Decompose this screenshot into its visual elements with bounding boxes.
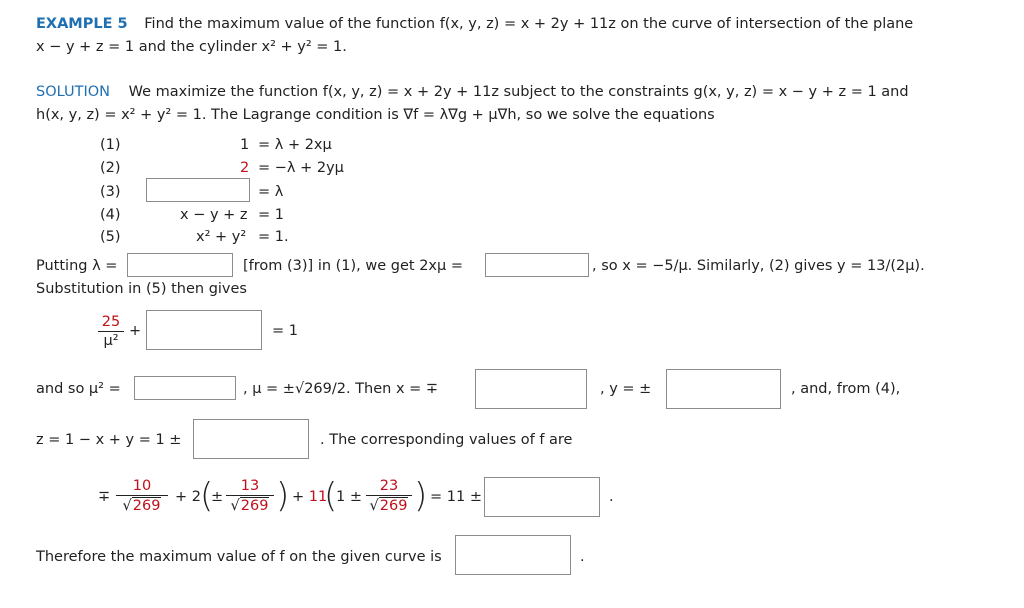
f-sign-mp: ∓ bbox=[98, 489, 111, 505]
answer-input-max[interactable] bbox=[455, 535, 571, 575]
f-fraction-2: 13 √269 bbox=[226, 478, 274, 514]
eq-lhs-4: x − y + z bbox=[180, 207, 248, 223]
answer-input-x[interactable] bbox=[475, 369, 587, 409]
f-equals: = 11 ± bbox=[430, 489, 482, 505]
f-period: . bbox=[609, 489, 614, 505]
eq-num-5: (5) bbox=[100, 229, 121, 245]
putting-suffix: , so x = −5/μ. Similarly, (2) gives y = 13/(2μ). bbox=[592, 258, 925, 274]
subst-equals: = 1 bbox=[272, 323, 298, 339]
example-heading bbox=[36, 16, 913, 32]
f-fraction-1: 10 √269 bbox=[116, 478, 168, 514]
eq-num-2: (2) bbox=[100, 160, 121, 176]
answer-input-lambda[interactable] bbox=[127, 253, 233, 277]
f-fraction-3: 23 √269 bbox=[366, 478, 412, 514]
andso-mu: , μ = ±√269/2. Then x = ∓ bbox=[243, 381, 439, 397]
eq-lhs-1: 1 bbox=[240, 137, 250, 153]
eq-num-4: (4) bbox=[100, 207, 121, 223]
z-line-suffix: . The corresponding values of f are bbox=[320, 432, 573, 448]
f-frac3-numerator: 23 bbox=[379, 478, 399, 494]
eq-num-1: (1) bbox=[100, 137, 121, 153]
eq-rhs-5: = 1. bbox=[258, 229, 289, 245]
eq-rhs-1: = λ + 2xμ bbox=[258, 137, 332, 153]
answer-input-2xmu[interactable] bbox=[485, 253, 589, 277]
subst-numerator: 25 bbox=[101, 314, 121, 330]
andso-suffix: , and, from (4), bbox=[791, 381, 901, 397]
answer-input-subst[interactable] bbox=[146, 310, 262, 350]
f-plus-11: + 11 bbox=[292, 489, 328, 505]
answer-input-f[interactable] bbox=[484, 477, 600, 517]
z-line-prefix: z = 1 − x + y = 1 ± bbox=[36, 432, 182, 448]
andso-y: , y = ± bbox=[600, 381, 652, 397]
f-pm-2: ± bbox=[211, 489, 224, 505]
eq-rhs-3: = λ bbox=[258, 184, 284, 200]
eq-num-3: (3) bbox=[100, 184, 121, 200]
eq-lhs-5: x² + y² bbox=[196, 229, 247, 245]
eq-rhs-2: = −λ + 2yμ bbox=[258, 160, 344, 176]
solution-text-line1: We maximize the function f(x, y, z) = x + 2y + 11z subject to the constraints g(x, y, z) = x − y + z = 1 and bbox=[128, 84, 909, 100]
eq-rhs-4: = 1 bbox=[258, 207, 284, 223]
answer-input-z[interactable] bbox=[193, 419, 309, 459]
putting-prefix: Putting λ = bbox=[36, 258, 118, 274]
answer-input-mu-squared[interactable] bbox=[134, 376, 236, 400]
therefore-period: . bbox=[580, 549, 585, 565]
f-plus-2: + 2 bbox=[175, 489, 201, 505]
therefore-text: Therefore the maximum value of f on the given curve is bbox=[36, 549, 442, 565]
f-one-pm: 1 ± bbox=[336, 489, 362, 505]
putting-middle: [from (3)] in (1), we get 2xμ = bbox=[243, 258, 463, 274]
f-frac1-numerator: 10 bbox=[132, 478, 152, 494]
f-frac2-numerator: 13 bbox=[240, 478, 260, 494]
f-frac1-denominator: 269 bbox=[132, 498, 161, 514]
solution-heading bbox=[36, 84, 909, 100]
subst-denominator: μ² bbox=[103, 333, 119, 349]
example-text-line2: x − y + z = 1 and the cylinder x² + y² = 1. bbox=[36, 39, 347, 55]
substitution-text: Substitution in (5) then gives bbox=[36, 281, 247, 297]
solution-label: SOLUTION bbox=[36, 84, 110, 100]
example-label: EXAMPLE 5 bbox=[36, 16, 128, 32]
eq-lhs-2: 2 bbox=[240, 160, 250, 176]
answer-input-eq3[interactable] bbox=[146, 178, 250, 202]
subst-plus: + bbox=[129, 323, 142, 339]
f-frac3-denominator: 269 bbox=[379, 498, 408, 514]
solution-text-line2: h(x, y, z) = x² + y² = 1. The Lagrange condition is ∇f = λ∇g + μ∇h, so we solve the equations bbox=[36, 107, 715, 123]
f-frac2-denominator: 269 bbox=[240, 498, 269, 514]
example-text-line1: Find the maximum value of the function f(x, y, z) = x + 2y + 11z on the curve of intersection of the plane bbox=[144, 16, 914, 32]
andso-prefix: and so μ² = bbox=[36, 381, 121, 397]
subst-fraction bbox=[98, 314, 124, 349]
answer-input-y[interactable] bbox=[666, 369, 781, 409]
